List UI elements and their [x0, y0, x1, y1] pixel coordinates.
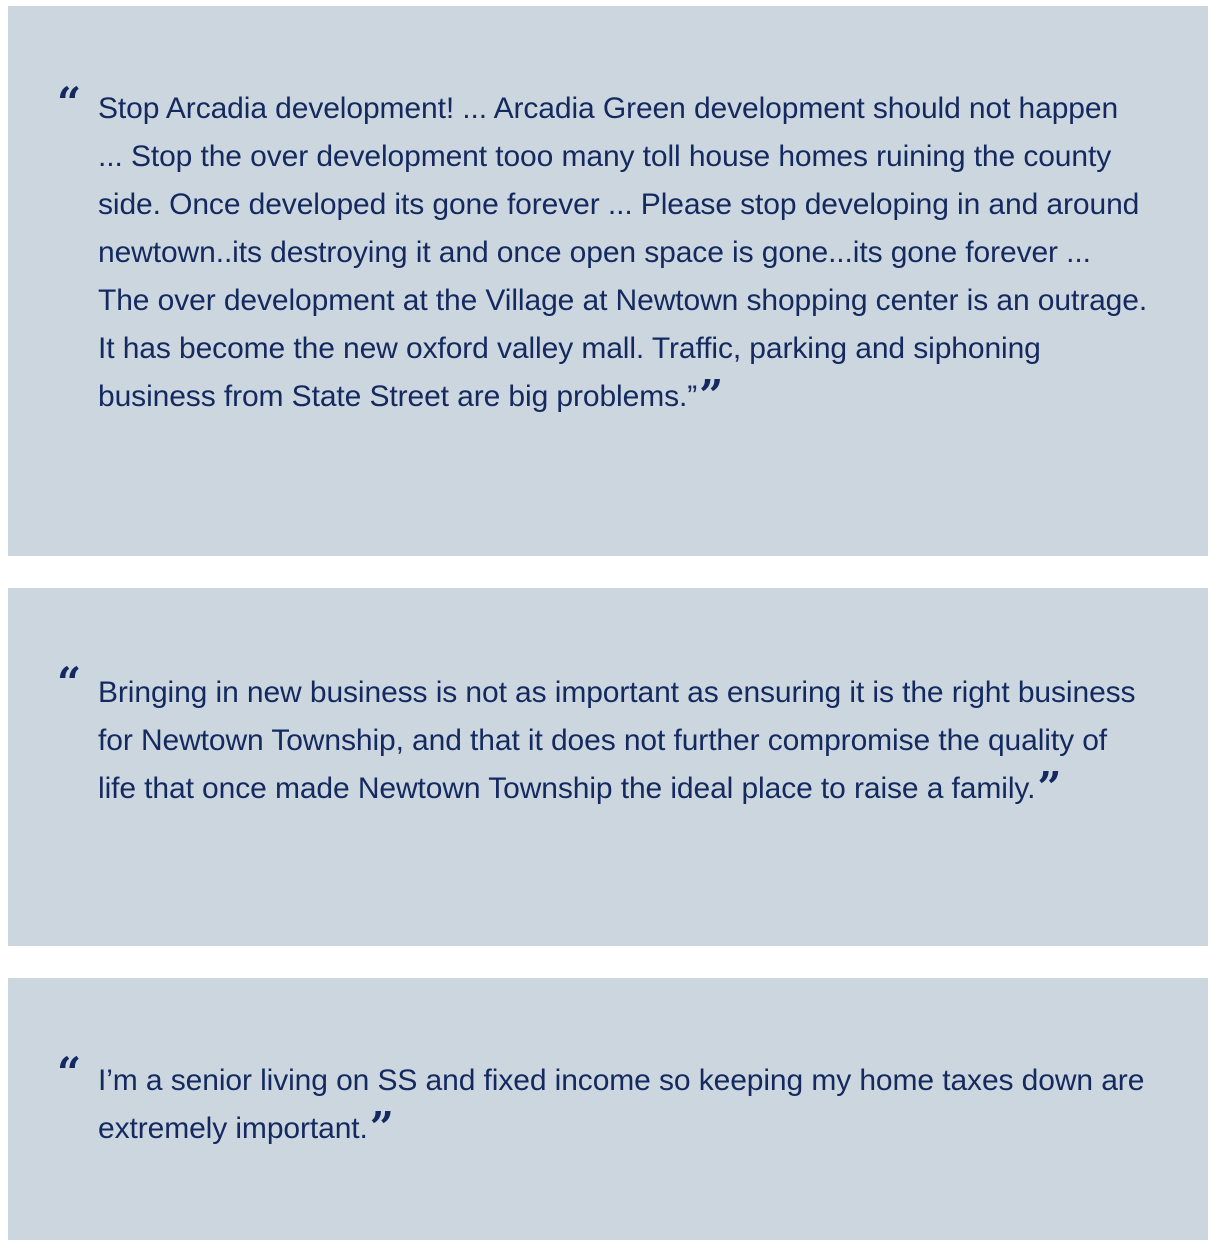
- quote-text: Bringing in new business is not as important as ensuring it is the right business for Newtown Township, and that it does not further compromise the quality of life that once made Newtown Township the ideal place to raise a family.: [98, 676, 1136, 805]
- open-quote-icon: “: [57, 1048, 78, 1097]
- quote-text: I’m a senior living on SS and fixed income so keeping my home taxes down are extremely important.: [98, 1064, 1145, 1145]
- quote-card: [8, 6, 1208, 556]
- quote-text: Stop Arcadia development! ... Arcadia Green development should not happen ... Stop the over development tooo many toll house homes ruining the county side. Once developed its gone forever ... Please stop developing in and around newtown..its destroying it and once open space is gone...its gone forever ... The over development at the Village at Newtown shopping center is an outrage. It has become the new oxford valley mall. Traffic, parking and siphoning business from State Street are big problems.”: [98, 92, 1148, 413]
- quote-text-block: Stop Arcadia development! ... Arcadia Green development should not happen ... Stop the over development tooo many toll house homes ruining the county side. Once developed its gone forever ... Please stop developing in and around newtown..its destroying it and once open space is gone...its gone forever ... The over development at the Village at Newtown shopping center is an outrage. It has become the new oxford valley mall. Traffic, parking and siphoning business from State Street are big problems.””: [98, 92, 1148, 420]
- quote-card: [8, 588, 1208, 946]
- open-quote-icon: “: [57, 658, 78, 707]
- open-quote-icon: “: [57, 78, 78, 127]
- quote-text-block: Bringing in new business is not as important as ensuring it is the right business for Newtown Township, and that it does not further compromise the quality of life that once made Newtown Township the ideal place to raise a family.”: [98, 676, 1136, 812]
- quote-text-block: I’m a senior living on SS and fixed income so keeping my home taxes down are extremely important.”: [98, 1064, 1145, 1152]
- quote-card: [8, 978, 1208, 1240]
